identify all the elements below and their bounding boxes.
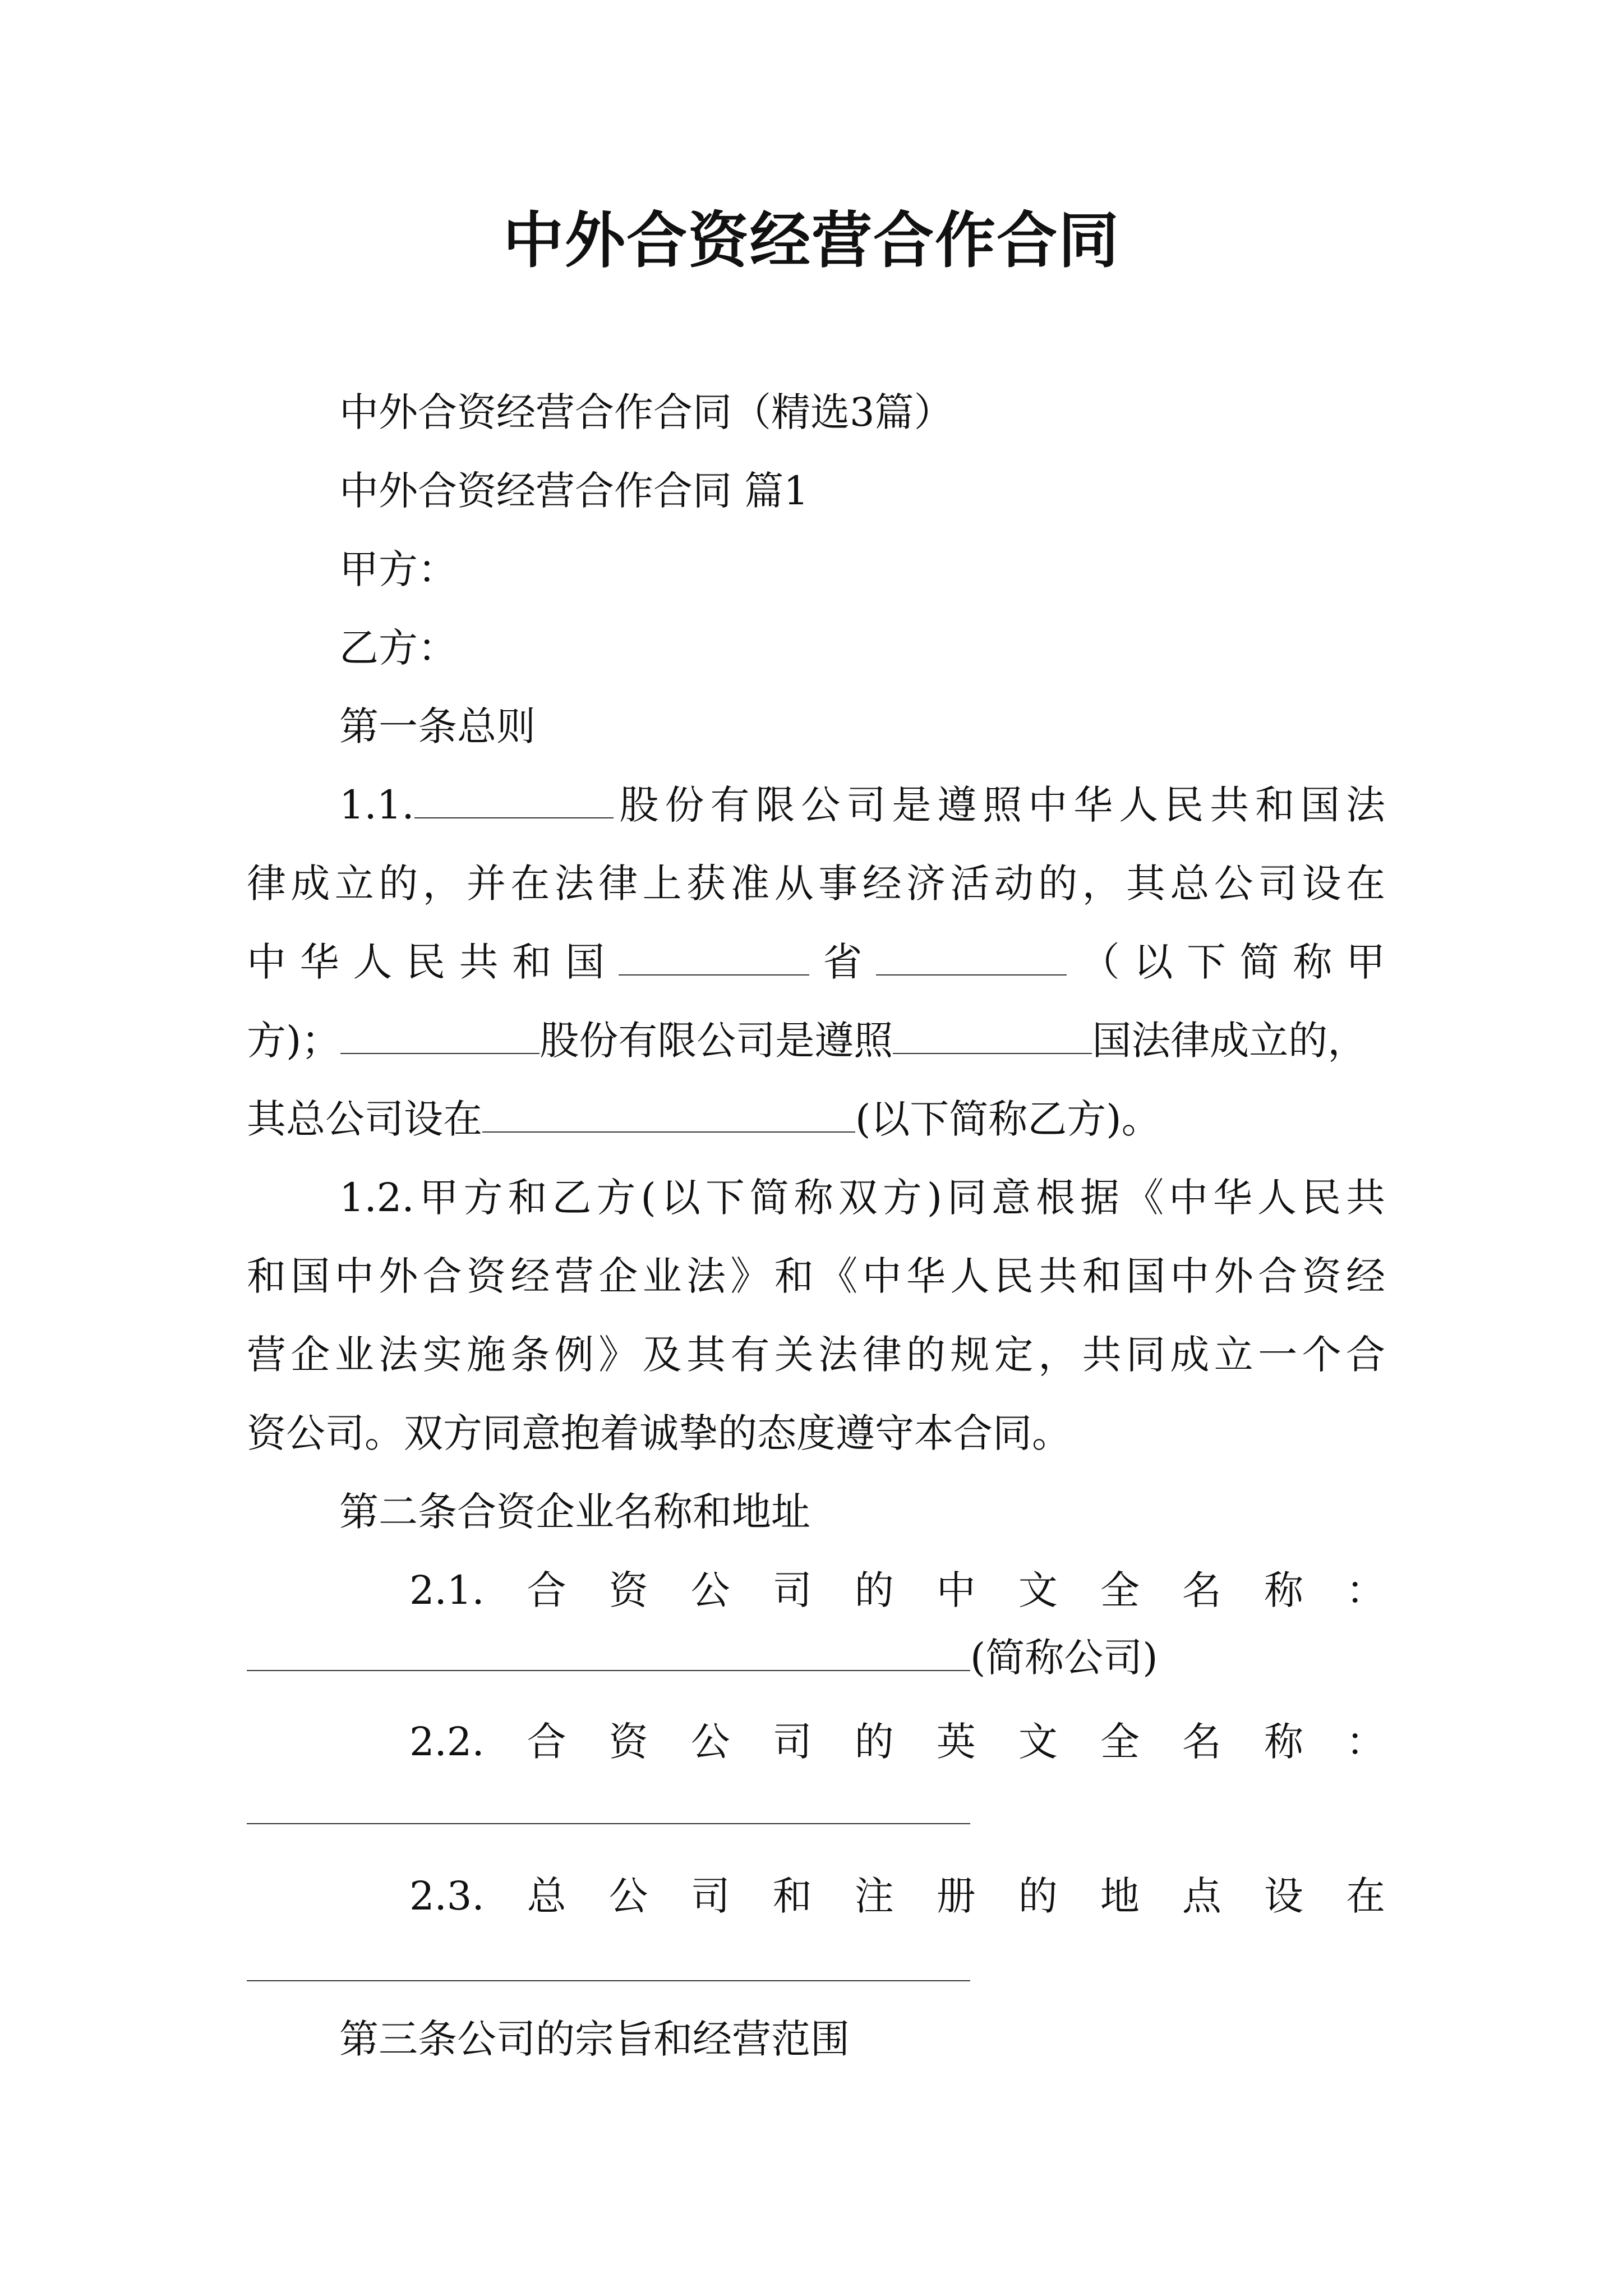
article-1-heading: 第一条总则 (339, 703, 536, 749)
clause-text: 中华人民共和国 (247, 939, 619, 985)
clause-1-2-line-4: 资公司。双方同意抱着诚挚的态度遵守本合同。 (247, 1410, 1071, 1456)
clause-2-1-line-2 (247, 1630, 1158, 1686)
clause-text: 国法律成立的， (1092, 1018, 1367, 1064)
clause-2-1-line-1: 2.1.合资公司的中文全名称： (409, 1567, 1385, 1613)
clause-1-1-line-3 (247, 934, 1385, 990)
blank-field (247, 1630, 970, 1671)
clause-1-1-line-5 (247, 1091, 1161, 1147)
clause-text: （以下简称甲 (1067, 939, 1386, 985)
blank-field (893, 1013, 1092, 1054)
clause-text: 方)； (247, 1018, 341, 1064)
blank-field (876, 934, 1067, 976)
blank-field (619, 934, 809, 976)
clause-1-1-line-4 (247, 1013, 1367, 1069)
clause-number: 1.1. (339, 782, 414, 828)
blank-field (482, 1091, 855, 1133)
clause-1-2-line-1: 1.2.甲方和乙方(以下简称双方)同意根据《中华人民共 (339, 1175, 1385, 1221)
clause-1-2-line-3: 营企业法实施条例》及其有关法律的规定，共同成立一个合 (247, 1332, 1385, 1378)
clause-text: 省 (809, 939, 877, 985)
party-a-label: 甲方： (339, 546, 457, 592)
article-3-heading: 第三条公司的宗旨和经营范围 (339, 2016, 850, 2062)
clause-text: 股份有限公司是遵照中华人民共和国法 (613, 782, 1385, 828)
article-2-heading: 第二条合资企业名称和地址 (339, 1489, 810, 1535)
section-heading: 中外合资经营合作合同 篇1 (339, 468, 809, 514)
clause-2-2-line-1: 2.2.合资公司的英文全名称： (409, 1719, 1385, 1765)
blank-field (247, 1823, 970, 1824)
clause-text: (以下简称乙方)。 (855, 1096, 1161, 1142)
clause-1-1-line-1 (339, 777, 1385, 833)
clause-2-3-line-1: 2.3.总公司和注册的地点设在 (409, 1873, 1385, 1919)
party-b-label: 乙方： (339, 625, 457, 671)
clause-text: 其总公司设在 (247, 1096, 482, 1142)
clause-1-2-line-2: 和国中外合资经营企业法》和《中华人民共和国中外合资经 (247, 1253, 1385, 1299)
clause-text: (简称公司) (970, 1635, 1158, 1681)
blank-field (247, 1980, 970, 1981)
clause-1-1-line-2: 律成立的，并在法律上获准从事经济活动的，其总公司设在 (247, 861, 1385, 907)
document-subtitle: 中外合资经营合作合同（精选3篇） (339, 389, 953, 435)
blank-field (414, 777, 614, 818)
clause-text: 股份有限公司是遵照 (540, 1018, 893, 1064)
blank-field (340, 1013, 540, 1054)
document-title: 中外合资经营合作合同 (502, 206, 1120, 276)
